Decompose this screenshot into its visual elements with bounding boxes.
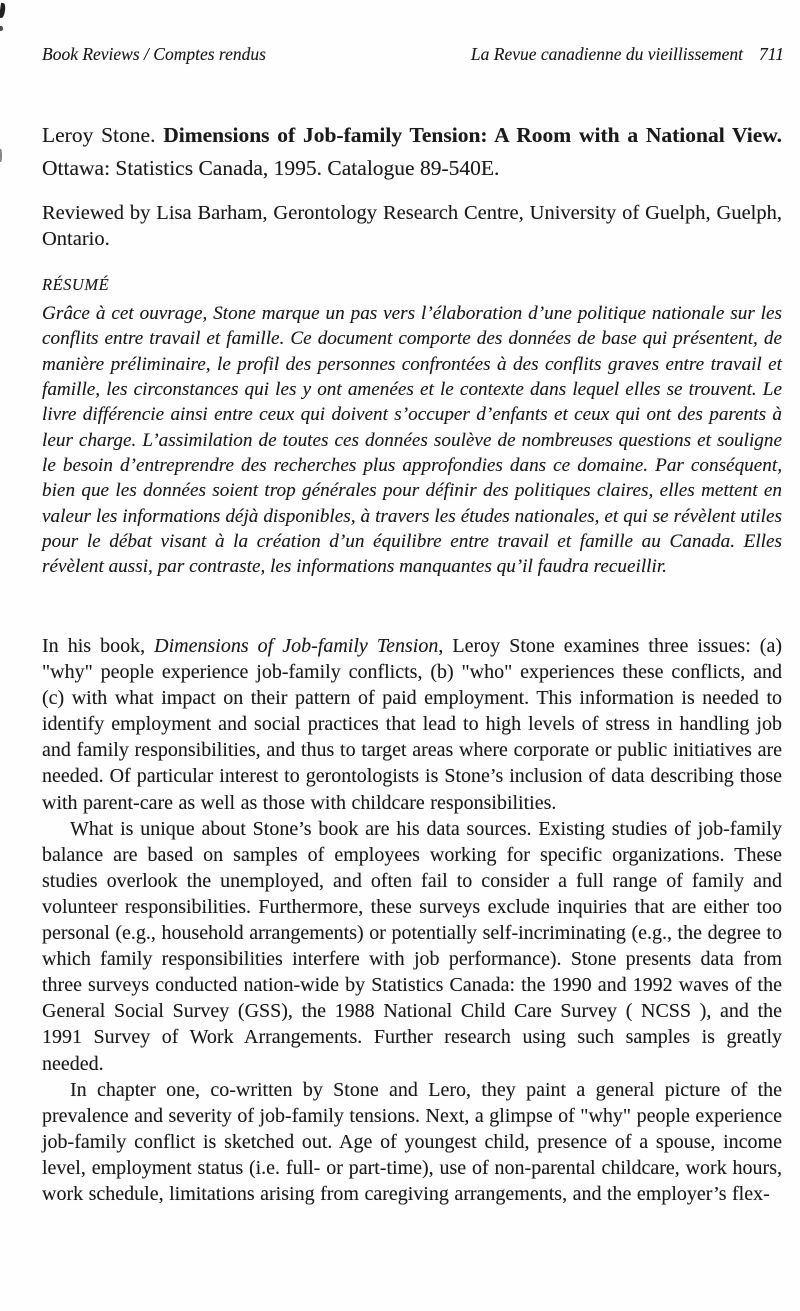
page-number: 711 xyxy=(759,44,784,64)
resume-abstract-text: Grâce à cet ouvrage, Stone marque un pas vers l’élaboration d’une politique nationale sur les conflits entre travail et famille. Ce document comporte des données de base qui présentent, de manière préliminaire, le profil des personnes confrontées à des conflits graves entre travail et famille, les circonstances qui les y ont amenées et le contexte dans lequel elles se trouvent. Le livre différencie ainsi entre ceux qui doivent s’occuper d’enfants et ceux qui ont des parents à leur charge. L’assimilation de toutes ces données soulève de nombreuses questions et souligne le besoin d’entreprendre des recherches plus approfondies dans ce domaine. Par conséquent, bien que les données soient trop générales pour définir des politiques claires, elles mettent en valeur les informations déjà disponibles, à travers les études nationales, et qui se révèlent utiles pour le débat visant à la création d’un équilibre entre travail et famille au Canada. Elles révèlent aussi, par contraste, les informations manquantes qu’il faudra recueillir. xyxy=(42,303,782,578)
running-head-journal-title: La Revue canadienne du vieillissement xyxy=(470,44,744,64)
body-paragraph xyxy=(42,1077,782,1207)
paragraph-text: What is unique about Stone’s book are his data sources. Existing studies of job-family balance are based on samples of employees working for specific organizations. These studies overlook the unemployed, and often fail to consider a full range of family and volunteer responsibilities. Furthermore, these surveys exclude inquiries that are either too personal (e.g., household arrangements) or potentially self-incriminating (e.g., the degree to which family responsibilities interfere with job performance). Stone presents data from three surveys conducted nation-wide by Statistics Canada: the 1990 and 1992 waves of the General Social Survey (GSS), the 1988 National Child Care Survey ( NCSS ), and the 1991 Survey of Work Arrangements. Further research using such samples is greatly needed. xyxy=(42,817,782,1075)
resume-heading: RÉSUMÉ xyxy=(42,275,110,294)
running-head xyxy=(42,44,784,65)
reviewer-byline: Reviewed by Lisa Barham, Gerontology Research Centre, University of Guelph, Guelph, Ontario. xyxy=(42,202,782,250)
scan-artifact xyxy=(0,3,6,19)
citation-publication-info: Ottawa: Statistics Canada, 1995. Catalogue 89-540E. xyxy=(42,155,500,180)
book-citation xyxy=(42,119,782,184)
review-body xyxy=(42,633,782,1207)
citation-book-title: Dimensions of Job-family Tension: A Room with a National View. xyxy=(163,123,783,147)
scan-artifact xyxy=(0,26,3,31)
scan-artifact xyxy=(0,149,2,162)
book-title-inline: Dimensions of Job-family Tension xyxy=(154,635,439,657)
citation-author: Leroy Stone. xyxy=(42,123,164,147)
paragraph-text: , Leroy Stone examines three issues: (a) "why" people experience job-family conflicts, (b) "who" experiences these conflicts, and (c) with what impact on their pattern of paid employment. This information is needed to identify employment and social practices that lead to high levels of stress in handling job and family responsibilities, and thus to target areas where corporate or public initiatives are needed. Of particular interest to gerontologists is Stone’s inclusion of data describing those with parent-care as well as those with childcare responsibilities. xyxy=(42,635,782,814)
body-paragraph xyxy=(42,633,782,816)
paragraph-text: In chapter one, co-written by Stone and Lero, they paint a general picture of the prevalence and severity of job-family tensions. Next, a glimpse of "why" people experience job-family conflict is sketched out. Age of youngest child, presence of a spouse, income level, employment status (i.e. full- or part-time), use of non-parental childcare, work hours, work schedule, limitations arising from caregiving arrangements, and the employer’s flex- xyxy=(42,1078,782,1205)
running-head-journal-block xyxy=(471,44,784,65)
body-paragraph xyxy=(42,816,782,1077)
running-head-section-title: Book Reviews / Comptes rendus xyxy=(42,44,266,64)
paragraph-text: In his book, xyxy=(42,635,155,657)
